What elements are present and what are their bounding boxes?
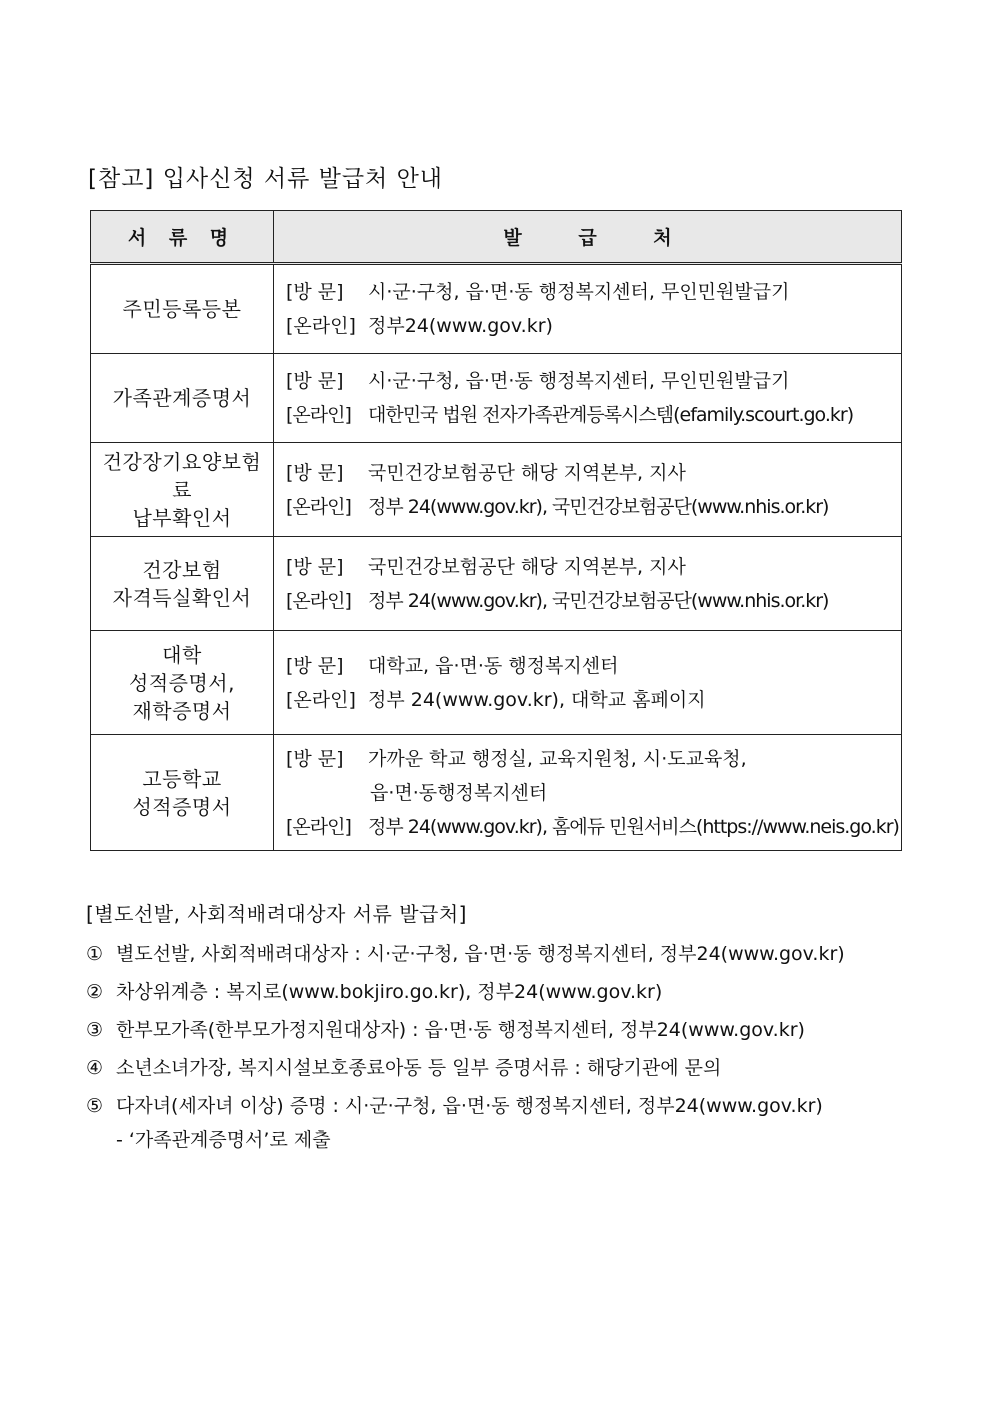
table-header-row xyxy=(91,211,902,264)
online-line: [온라인] 대한민국 법원 전자가족관계등록시스템(efamily.scourt.go.kr) xyxy=(286,404,854,426)
sub-note: - ‘가족관계증명서’로 제출 xyxy=(116,1129,331,1151)
issuer-cell xyxy=(274,735,902,851)
visit-line-continued: 읍·면·동행정복지센터 xyxy=(370,781,548,804)
visit-line: [방 문] 시·군·구청, 읍·면·동 행정복지센터, 무인민원발급기 xyxy=(286,281,790,303)
document-name: 대학 성적증명서, 재학증명서 xyxy=(91,631,274,735)
issuer-cell xyxy=(274,537,902,631)
special-selection-section xyxy=(86,898,916,1155)
header-issuer: 발 급 처 xyxy=(274,211,902,264)
table-row xyxy=(91,631,902,735)
header-document-name: 서 류 명 xyxy=(91,211,274,264)
issuer-cell xyxy=(274,631,902,735)
issuer-cell xyxy=(274,354,902,443)
table-row xyxy=(91,537,902,631)
issuer-cell xyxy=(274,443,902,537)
visit-line: [방 문] 시·군·구청, 읍·면·동 행정복지센터, 무인민원발급기 xyxy=(286,370,790,392)
visit-line: [방 문] 가까운 학교 행정실, 교육지원청, 시·도교육청, xyxy=(286,747,747,770)
visit-line: [방 문] 국민건강보험공단 해당 지역본부, 지사 xyxy=(286,555,686,578)
issuer-cell xyxy=(274,264,902,354)
table-row xyxy=(91,735,902,851)
visit-line: [방 문] 대학교, 읍·면·동 행정복지센터 xyxy=(286,654,619,677)
document-name: 건강장기요양보험료 납부확인서 xyxy=(91,443,274,537)
online-line: [온라인] 정부 24(www.gov.kr), 대학교 홈페이지 xyxy=(286,688,706,711)
document-name: 주민등록등본 xyxy=(91,264,274,354)
online-line: [온라인] 정부 24(www.gov.kr), 국민건강보험공단(www.nhis.or.kr) xyxy=(286,495,829,518)
online-line: [온라인] 정부 24(www.gov.kr), 국민건강보험공단(www.nhis.or.kr) xyxy=(286,589,829,612)
list-item: ① 별도선발, 사회적배려대상자 : 시·군·구청, 읍·면·동 행정복지센터, 정부24(www.gov.kr) xyxy=(86,943,845,965)
document-name: 가족관계증명서 xyxy=(91,354,274,443)
section-title: [별도선발, 사회적배려대상자 서류 발급처] xyxy=(86,902,467,926)
table-row xyxy=(91,354,902,443)
online-line: [온라인] 정부24(www.gov.kr) xyxy=(286,315,553,337)
document-name: 건강보험 자격득실확인서 xyxy=(91,537,274,631)
list-item: ③ 한부모가족(한부모가정지원대상자) : 읍·면·동 행정복지센터, 정부24(www.gov.kr) xyxy=(86,1019,805,1041)
document-name: 고등학교 성적증명서 xyxy=(91,735,274,851)
online-line: [온라인] 정부 24(www.gov.kr), 홈에듀 민원서비스(https://www.neis.go.kr) xyxy=(286,815,899,838)
list-item: ② 차상위계층 : 복지로(www.bokjiro.go.kr), 정부24(www.gov.kr) xyxy=(86,981,663,1003)
table-row xyxy=(91,443,902,537)
list-item: ④ 소년소녀가장, 복지시설보호종료아동 등 일부 증명서류 : 해당기관에 문의 xyxy=(86,1057,722,1079)
page-title: [참고] 입사신청 서류 발급처 안내 xyxy=(88,166,444,192)
list-item: ⑤ 다자녀(세자녀 이상) 증명 : 시·군·구청, 읍·면·동 행정복지센터, 정부24(www.gov.kr) xyxy=(86,1095,823,1117)
visit-line: [방 문] 국민건강보험공단 해당 지역본부, 지사 xyxy=(286,461,686,484)
table-row xyxy=(91,264,902,354)
issuer-table xyxy=(90,210,902,851)
